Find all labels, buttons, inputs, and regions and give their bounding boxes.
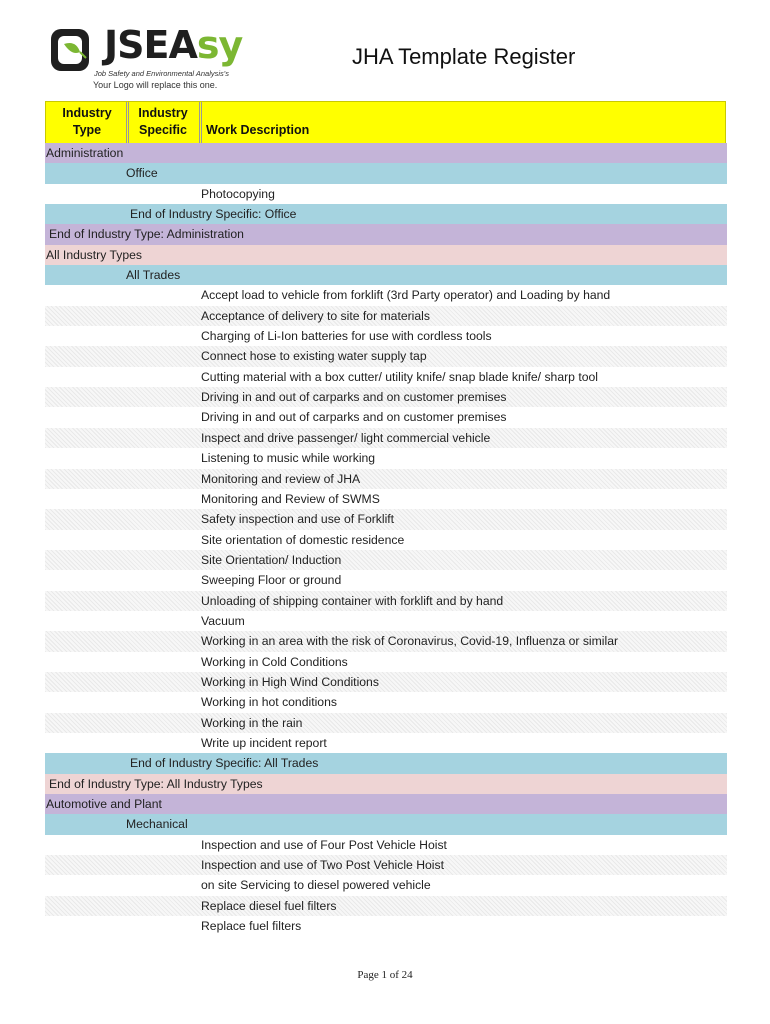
logo-note: Your Logo will replace this one. [93,80,218,90]
work-description-row [45,306,727,326]
work-description-row [45,875,727,895]
header-divider [199,102,202,144]
work-description-row [45,713,727,733]
row-label: Photocopying [201,186,275,201]
row-label: End of Industry Type: All Industry Types [49,776,263,791]
work-description-row [45,672,727,692]
row-label: Replace fuel filters [201,919,302,934]
register-rows [45,143,727,936]
table-header [45,101,726,145]
industry-type-row [45,224,727,244]
work-description-row [45,407,727,427]
row-label: Working in High Wind Conditions [201,674,379,689]
row-label: Site orientation of domestic residence [201,532,405,547]
row-label: Working in the rain [201,715,303,730]
row-label: Accept load to vehicle from forklift (3rd Party operator) and Loading by hand [201,288,611,303]
industry-specific-row [45,204,727,224]
row-label: Sweeping Floor or ground [201,573,342,588]
header-work-description: Work Description [206,123,310,137]
work-description-row [45,692,727,712]
row-label: End of Industry Specific: All Trades [130,756,319,771]
row-label: Cutting material with a box cutter/ utility knife/ snap blade knife/ sharp tool [201,369,598,384]
row-label: Site Orientation/ Induction [201,552,342,567]
logo-mark-icon [50,26,96,74]
industry-specific-row [45,753,727,773]
row-label: Working in an area with the risk of Coronavirus, Covid-19, Influenza or similar [201,634,619,649]
row-label: Charging of Li-Ion batteries for use with cordless tools [201,329,492,344]
company-logo [50,24,255,94]
row-label: on site Servicing to diesel powered vehicle [201,878,431,893]
work-description-row [45,326,727,346]
row-label: Administration [46,146,124,160]
work-description-row [45,611,727,631]
industry-specific-row [45,265,727,285]
row-label: Connect hose to existing water supply tap [201,349,427,364]
work-description-row [45,346,727,366]
industry-type-row [45,245,727,265]
row-label: Office [126,166,158,181]
work-description-row [45,469,727,489]
work-description-row [45,448,727,468]
page-title: JHA Template Register [352,44,576,69]
row-label: Safety inspection and use of Forklift [201,512,395,527]
work-description-row [45,509,727,529]
work-description-row [45,489,727,509]
work-description-row [45,530,727,550]
row-label: Inspect and drive passenger/ light commercial vehicle [201,430,491,445]
work-description-row [45,631,727,651]
industry-specific-row [45,814,727,834]
row-label: End of Industry Specific: Office [130,207,297,222]
logo-wordmark [104,22,242,68]
logo-tagline: Job Safety and Environmental Analysis's [94,69,229,78]
work-description-row [45,570,727,590]
row-label: Unloading of shipping container with forklift and by hand [201,593,504,608]
row-label: Working in Cold Conditions [201,654,348,669]
work-description-row [45,855,727,875]
row-label: Inspection and use of Four Post Vehicle Hoist [201,837,447,852]
work-description-row [45,652,727,672]
work-description-row [45,285,727,305]
industry-type-row [45,774,727,794]
logo-word-dark: JSEA [104,23,197,67]
industry-type-row [45,143,727,163]
row-label: All Industry Types [46,247,142,262]
work-description-row [45,896,727,916]
row-label: End of Industry Type: Administration [49,227,244,242]
work-description-row [45,428,727,448]
work-description-row [45,184,727,204]
industry-type-row [45,794,727,814]
row-label: Driving in and out of carparks and on customer premises [201,390,507,405]
row-label: Monitoring and review of JHA [201,471,361,486]
logo-word-green: sy [196,23,243,67]
header-industry-specific: Industry Specific [138,106,188,137]
row-label: Mechanical [126,817,188,832]
page-number: Page 1 of 24 [357,969,413,981]
row-label: Inspection and use of Two Post Vehicle Hoist [201,858,444,873]
row-label: All Trades [126,268,181,283]
work-description-row [45,835,727,855]
row-label: Working in hot conditions [201,695,337,710]
row-label: Acceptance of delivery to site for materials [201,308,430,323]
work-description-row [45,916,727,936]
header-industry-type: Industry Type [62,106,112,137]
work-description-row [45,387,727,407]
work-description-row [45,591,727,611]
row-label: Replace diesel fuel filters [201,898,337,913]
header-divider [126,102,129,144]
row-label: Monitoring and Review of SWMS [201,491,380,506]
work-description-row [45,550,727,570]
row-label: Automotive and Plant [46,797,162,811]
row-label: Write up incident report [201,735,327,750]
row-label: Vacuum [201,613,245,628]
industry-specific-row [45,163,727,183]
work-description-row [45,733,727,753]
row-label: Listening to music while working [201,451,376,466]
work-description-row [45,367,727,387]
row-label: Driving in and out of carparks and on customer premises [201,410,507,425]
